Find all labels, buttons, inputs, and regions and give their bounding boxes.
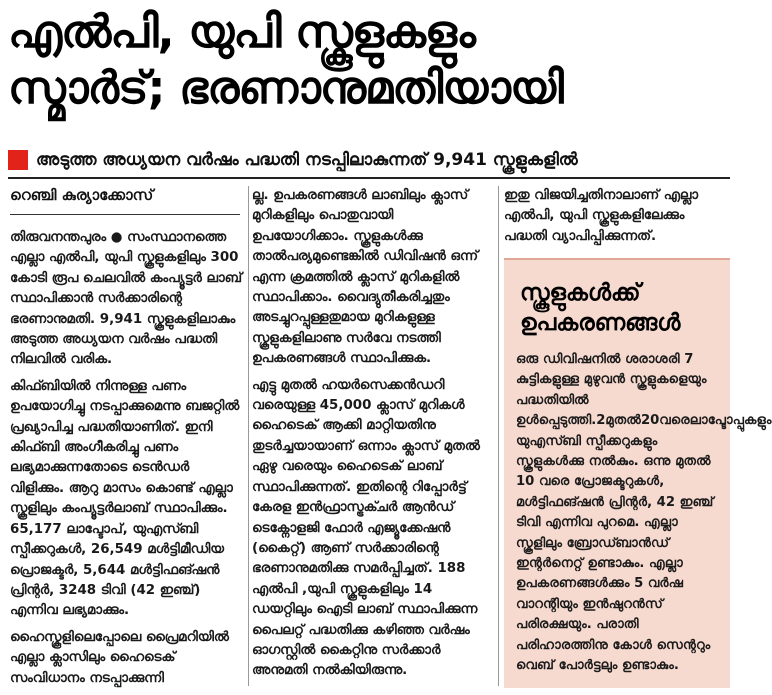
paragraph: തിരുവനന്തപുരം ● സംസ്ഥാനത്തെ എല്ലാ എൽപി, യുപി സ്കൂളുകളിലും 300 കോടി രൂപ ചെലവിൽ കംപ്യൂട്ടർ ലാബ് സ്ഥാപിക്കാൻ സർക്കാരിന്റെ ഭരണാനുമതി. 9,941 സ്കൂളുകളിലാകും അടുത്ത അധ്യയന വർഷം പദ്ധതി നിലവിൽ വരിക. [10,230,242,368]
red-square-icon [8,150,28,170]
paragraph: എട്ടു മുതൽ ഹയർസെക്കൻഡറി വരെയുള്ള 45,000 ക്ലാസ് മുറികൾ ഹൈടെക് ആക്കി മാറ്റിയതിനു തുടർച്ചയായാണ് ഒന്നാം ക്ലാസ് മുതൽ ഏഴു വരെയും ഹൈടെക് ലാബ് സ്ഥാപിക്കുന്നത്. ഇതിന്റെ റിപ്പോർട്ട് കേരള ഇൻഫ്രാസ്ട്രക്ചർ ആൻഡ് ടെക്നോളജി ഫോർ എജ്യൂക്കേഷൻ (കൈറ്റ്) ആണ് സർക്കാരിന്റെ ഭരണാനുമതിക്കു സമർപ്പിച്ചത്. 188 എൽപി ,യുപി സ്കൂളുകളിലും 14 ഡയറ്റിലും ഐടി ലാബ് സ്ഥാപിക്കുന്ന പൈലറ്റ് പദ്ധതിക്കു കഴിഞ്ഞ വർഷം ഓഗസ്റ്റിൽ കൈറ്റിനു സർക്കാർ അനുമതി നൽകിയിരുന്നു. [252,377,480,679]
paragraph: ഇതു വിജയിച്ചതിനാലാണ് എല്ലാ എൽപി, യുപി സ്കൂളുകളിലേക്കും പദ്ധതി വ്യാപിപ്പിക്കുന്നത്. [504,188,699,244]
column-divider [498,186,499,686]
byline: റെഞ്ചി കുര്യാക്കോസ് [10,186,240,215]
subheadline [8,148,730,172]
sidebar-paragraph: ഒരു ഡിവിഷനിൽ ശരാശരി 7 കുട്ടികളുള്ള മുഴുവൻ സ്കൂളുകളെയും പദ്ധതിയിൽ ഉൾപ്പെടുത്തി.2മുതൽ20വരെലാപ്ടോപ്പുകളും യുഎസ്ബി സ്പീക്കറുകളും സ്കൂളുകൾക്കു നൽകും. ഒന്നു മുതൽ 10 വരെ പ്രോജക്ടറുകൾ, മൾട്ടിഫങ്ഷൻ പ്രിന്റർ, 42 ഇഞ്ച് ടിവി എന്നിവ പുറമെ. എല്ലാ സ്കൂളിലും ബ്രോഡ്ബാൻഡ് ഇന്റർനെറ്റ് ഉണ്ടാകും. എല്ലാ ഉപകരണങ്ങൾക്കും 5 വർഷ വാറന്റിയും ഇൻഷുറൻസ് പരിരക്ഷയും. പരാതി പരിഹാരത്തിനു കോൾ സെന്ററും വെബ് പോർട്ടലും ഉണ്ടാകും. [516,352,772,674]
sidebar-box [504,258,772,688]
article-column-1 [10,228,246,688]
paragraph: ഹൈസ്കൂളിലെപ്പോലെ പ്രൈമറിയിൽ എല്ലാ ക്ലാസിലും ഹൈടെക് സംവിധാനം നടപ്പാക്കുന്നി [10,629,229,686]
sidebar-body [516,350,772,685]
headline-line-1: എൽപി, യുപി സ്കൂളുകളും [8,5,475,58]
headline [8,4,728,116]
headline-line-2: സ്മാർട്; ഭരണാനുമതിയായി [8,61,563,114]
column-divider [248,186,249,686]
paragraph: ല്ല. ഉപകരണങ്ങൾ ലാബിലും ക്ലാസ് മുറികളിലും പൊതുവായി ഉപയോഗിക്കാം. സ്കൂളുകൾക്കു താൽപര്യമുണ്ടെങ്കിൽ ഡിവിഷൻ ഒന്ന് എന്ന ക്രമത്തിൽ ക്ലാസ് മുറികളിൽ സ്ഥാപിക്കാം. വൈദ്യുതീകരിച്ചതും അടച്ചുറപ്പുള്ളതുമായ മുറികളുള്ള സ്കൂളുകളിലാണു സർവേ നടത്തി ഉപകരണങ്ങൾ സ്ഥാപിക്കുക. [252,188,479,367]
article-column-2 [252,186,492,688]
sidebar-title [504,260,730,338]
paragraph: കിഫ്ബിയിൽ നിന്നുള്ള പണം ഉപയോഗിച്ചു നടപ്പാക്കുമെന്നു ബജറ്റിൽ പ്രഖ്യാപിച്ച പദ്ധതിയാണിത്. ഇനി കിഫ്ബി അംഗീകരിച്ചു പണം ലഭ്യമാക്കുന്നതോടെ ടെൻഡർ വിളിക്കും. ആറു മാസം കൊണ്ട് എല്ലാ സ്കൂളിലും കംപ്യൂട്ടർലാബ് സ്ഥാപിക്കും. 65,177 ലാപ്ടോപ്, യുഎസ്ബി സ്പീക്കറുകൾ, 26,549 മൾട്ടിമീഡിയ പ്രൊജക്ടർ, 5,644 മൾട്ടിഫങ്ഷൻ പ്രിന്റർ, 3248 ടിവി (42 ഇഞ്ച്) എന്നിവ ലഭ്യമാക്കും. [10,378,240,619]
sidebar-title-line-1: സ്കൂളുകൾക്ക് [520,280,641,306]
divider [8,177,730,179]
article-column-3 [504,186,728,246]
sidebar-title-line-2: ഉപകരണങ്ങൾ [520,310,681,336]
subheadline-text: അടുത്ത അധ്യയന വർഷം പദ്ധതി നടപ്പിലാകുന്നത് 9,941 സ്കൂളുകളിൽ [36,150,578,170]
